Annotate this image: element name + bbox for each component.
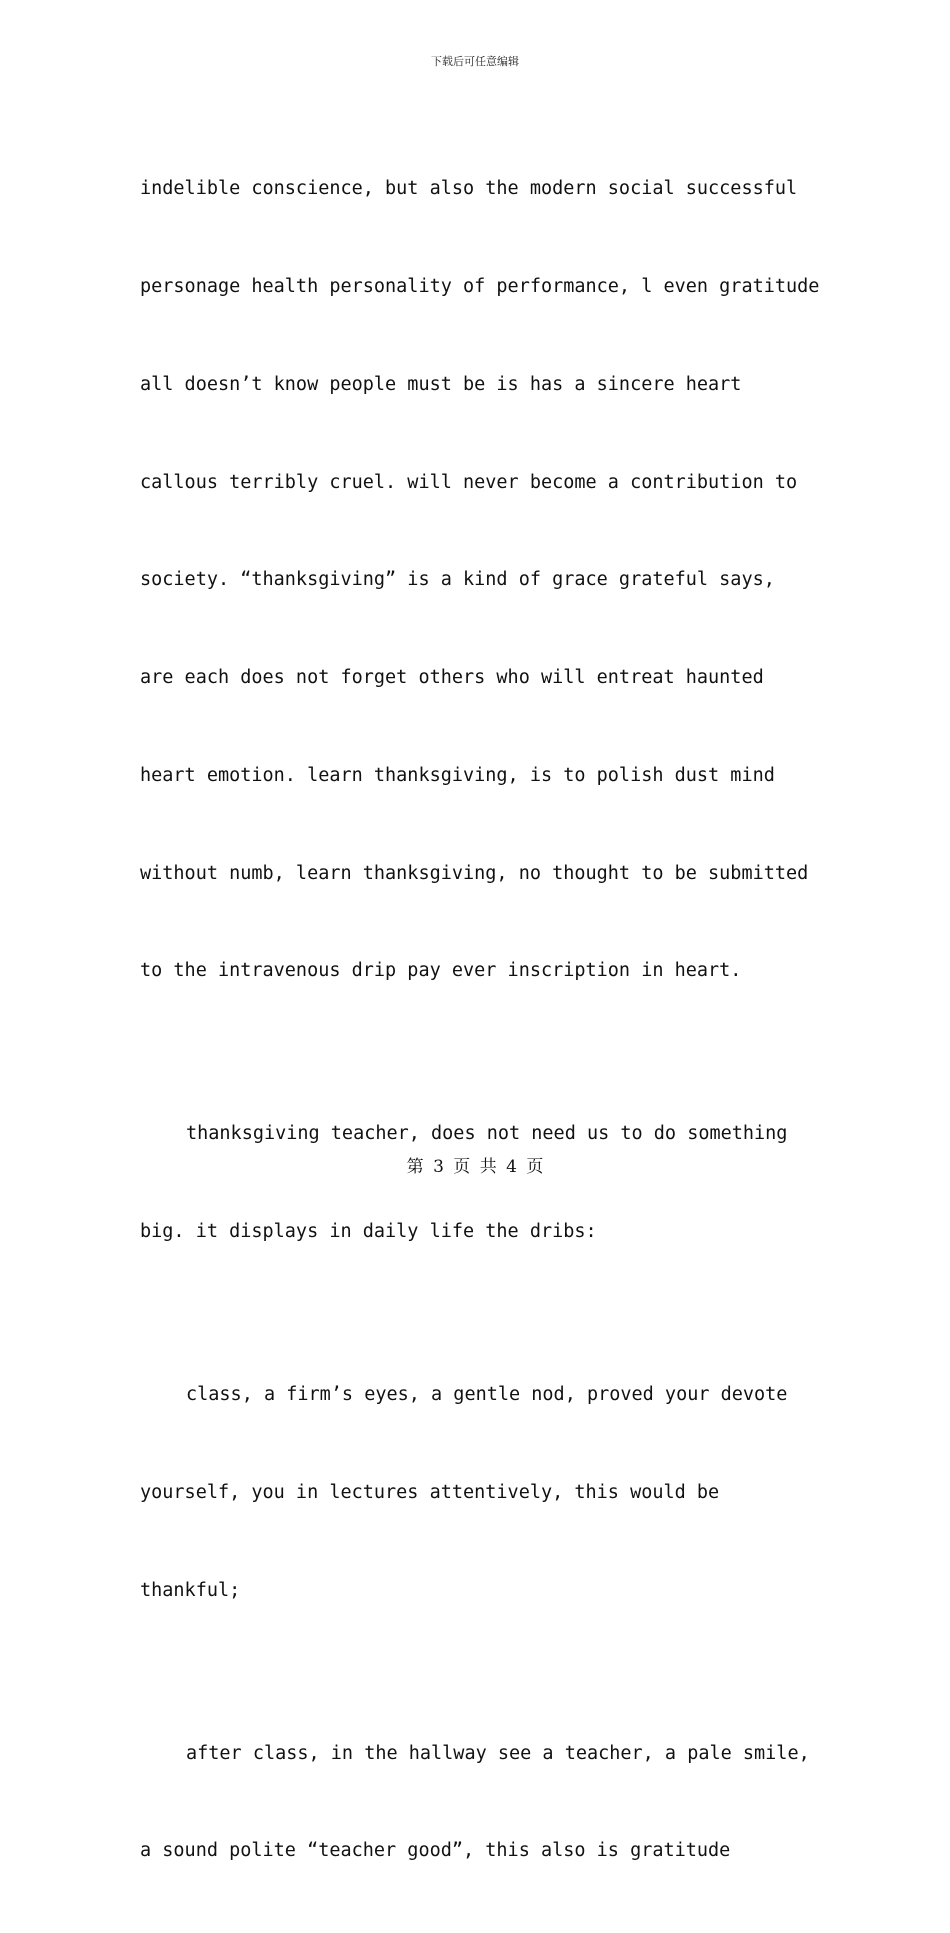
text-line: big. it displays in daily life the dribs: xyxy=(140,1216,820,1249)
text-line: personage health personality of performance, l even gratitude xyxy=(140,271,820,304)
text-line: all doesn’t know people must be is has a sincere heart xyxy=(140,369,820,402)
page-number-footer: 第 3 页 共 4 页 xyxy=(0,1152,950,1177)
text-line: callous terribly cruel. will never become a contribution to xyxy=(140,467,820,500)
text-line: indelible conscience, but also the modern social successful xyxy=(140,173,820,206)
document-body xyxy=(140,108,820,1933)
paragraph xyxy=(140,1673,820,1933)
paragraph xyxy=(140,1314,820,1673)
text-line: thankful; xyxy=(140,1575,820,1608)
text-line: yourself, you in lectures attentively, this would be xyxy=(140,1477,820,1510)
text-line: class, a firm’s eyes, a gentle nod, proved your devote xyxy=(140,1379,820,1412)
text-line: are each does not forget others who will entreat haunted xyxy=(140,662,820,695)
paragraph xyxy=(140,108,820,1053)
text-line: to the intravenous drip pay ever inscription in heart. xyxy=(140,955,820,988)
text-line: heart emotion. learn thanksgiving, is to polish dust mind xyxy=(140,760,820,793)
text-line: after class, in the hallway see a teacher, a pale smile, xyxy=(140,1738,820,1771)
text-line: thanksgiving teacher, does not need us to do something xyxy=(140,1118,820,1151)
text-line: society. “thanksgiving” is a kind of grace grateful says, xyxy=(140,564,820,597)
page-header: 下载后可任意编辑 xyxy=(0,53,950,69)
text-line: a sound polite “teacher good”, this also is gratitude xyxy=(140,1835,820,1868)
paragraph xyxy=(140,1053,820,1314)
text-line: without numb, learn thanksgiving, no thought to be submitted xyxy=(140,858,820,891)
